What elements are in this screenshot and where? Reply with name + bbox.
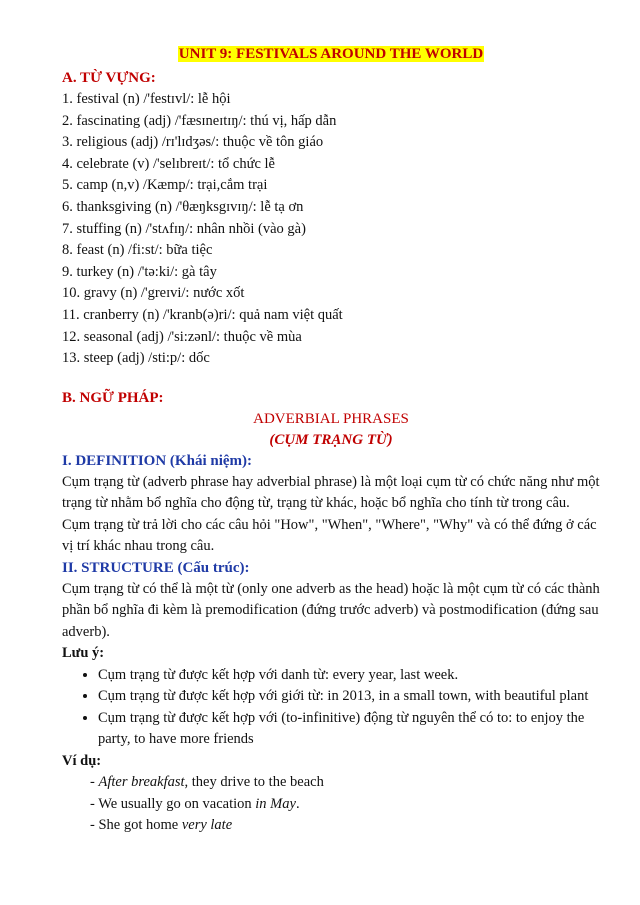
note-bullet: • Cụm trạng từ được kết hợp với danh từ: every year, last week. <box>98 665 600 687</box>
definition-paragraph-2: Cụm trạng từ trả lời cho các câu hỏi "How", "When", "Where", "Why" và có thể đứng ở các vị trí khác nhau trong câu. <box>62 516 597 555</box>
section-b-heading: B. NGỮ PHÁP: <box>62 389 164 406</box>
vocab-item: 9. turkey (n) /'tə:ki/: gà tây <box>62 263 217 280</box>
vocab-item: 3. religious (adj) /rɪ'lɪdʒəs/: thuộc về tôn giáo <box>62 134 324 151</box>
topic-title: ADVERBIAL PHRASES <box>253 410 409 427</box>
vocabulary-list <box>62 89 600 370</box>
example-line: - We usually go on vacation in May. <box>90 795 300 812</box>
structure-heading: II. STRUCTURE (Cấu trúc): <box>62 559 250 576</box>
example-label: Ví dụ: <box>62 752 102 769</box>
vocab-item: 5. camp (n,v) /Kæmp/: trại,cắm trại <box>62 177 268 194</box>
vocab-item: 7. stuffing (n) /'stʌfɪŋ/: nhân nhồi (vào gà) <box>62 220 306 237</box>
section-a-heading: A. TỪ VỰNG: <box>62 70 156 86</box>
definition-paragraph-1: Cụm trạng từ (adverb phrase hay adverbial phrase) là một loại cụm từ có chức năng như một trạng từ nhằm bổ nghĩa cho động từ, trạng từ khác, hoặc bổ nghĩa cho tính từ trong câu. <box>62 473 600 512</box>
vocab-item: 6. thanksgiving (n) /'θæŋksgɪvɪŋ/: lễ tạ ơn <box>62 198 304 215</box>
vocab-item: 4. celebrate (v) /'selɪbreɪt/: tổ chức lễ <box>62 155 275 172</box>
structure-paragraph: Cụm trạng từ có thể là một từ (only one adverb as the head) hoặc là một cụm từ có các thành phần bổ nghĩa đi kèm là premodification (đứng trước adverb) và postmodification (đứng sau adverb). <box>62 580 600 640</box>
vocab-item: 11. cranberry (n) /'kranb(ə)ri/: quả nam việt quất <box>62 306 343 323</box>
vocab-item: 8. feast (n) /fi:st/: bữa tiệc <box>62 242 213 259</box>
note-bullets <box>62 665 600 751</box>
example-line: - After breakfast, they drive to the beach <box>90 774 324 791</box>
definition-heading: I. DEFINITION (Khái niệm): <box>62 452 253 469</box>
vocab-item: 10. gravy (n) /'greɪvi/: nước xốt <box>62 285 245 302</box>
example-line: - She got home very late <box>90 817 233 834</box>
vocab-item: 1. festival (n) /'festɪvl/: lễ hội <box>62 91 231 107</box>
unit-title: UNIT 9: FESTIVALS AROUND THE WORLD <box>178 46 484 62</box>
vocab-item: 12. seasonal (adj) /'si:zənl/: thuộc về mùa <box>62 328 302 345</box>
note-bullet: • Cụm trạng từ được kết hợp với giới từ: in 2013, in a small town, with beautiful plant <box>98 686 600 708</box>
topic-subtitle: (CỤM TRẠNG TỪ) <box>269 431 393 448</box>
note-bullet: • Cụm trạng từ được kết hợp với (to-infinitive) động từ nguyên thể có to: to enjoy the party, to have more friends <box>98 708 600 751</box>
vocab-item: 2. fascinating (adj) /'fæsɪneɪtɪŋ/: thú vị, hấp dẫn <box>62 112 337 129</box>
vocab-item: 13. steep (adj) /sti:p/: dốc <box>62 350 210 367</box>
note-label: Lưu ý: <box>62 645 105 662</box>
